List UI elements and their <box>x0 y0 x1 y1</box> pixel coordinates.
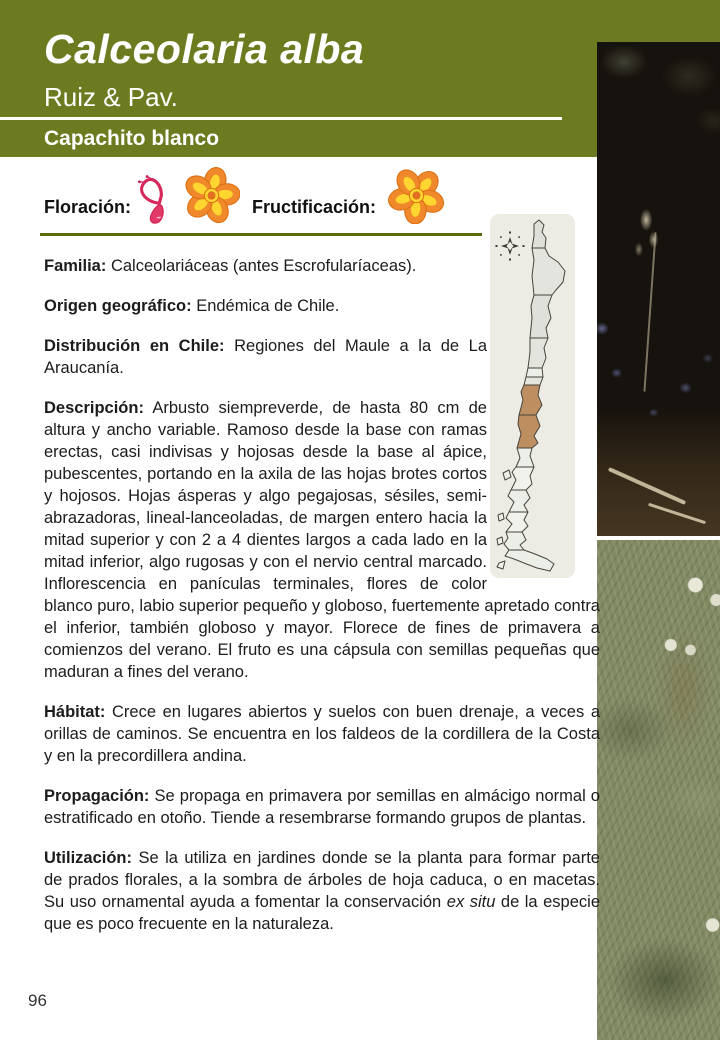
habitat-label: Hábitat: <box>44 703 106 721</box>
familia-paragraph: Familia: Calceolariáceas (antes Escrofularíaceas). <box>44 257 417 275</box>
species-title: Calceolaria alba <box>44 26 365 72</box>
origen-label: Origen geográfico: <box>44 297 192 315</box>
section-divider <box>40 233 482 236</box>
flower-icon <box>388 167 445 224</box>
phenology-row <box>44 164 484 224</box>
habitat-photo <box>597 42 720 536</box>
propagacion-paragraph: Propagación: Se propaga en primavera por semillas en almácigo normal o estratificado en otoño. Tiende a resembrarse formando grupos de plantas. <box>44 787 600 827</box>
propagacion-label: Propagación: <box>44 787 150 805</box>
distribucion-label: Distribución en Chile: <box>44 337 225 355</box>
butterfly-icon <box>135 172 183 224</box>
page-number: 96 <box>28 991 47 1010</box>
common-name: Capachito blanco <box>44 127 220 150</box>
floracion-label: Floración: <box>44 197 132 217</box>
header-divider <box>0 117 562 120</box>
fructificacion-label: Fructificación: <box>252 197 377 217</box>
ground-stick-detail <box>648 503 706 524</box>
flower-icon <box>183 167 240 224</box>
species-description-text <box>44 255 600 953</box>
utilizacion-label: Utilización: <box>44 849 133 867</box>
species-author: Ruiz & Pav. <box>44 82 178 112</box>
plant-stem-detail <box>643 232 656 392</box>
descripcion-label: Descripción: <box>44 399 144 417</box>
origen-paragraph: Origen geográfico: Endémica de Chile. <box>44 297 340 315</box>
ground-stick-detail <box>608 467 686 505</box>
familia-label: Familia: <box>44 257 107 275</box>
utilizacion-paragraph: Utilización: Se la utiliza en jardines donde se la planta para formar parte de prados florales, a la sombra de árboles de hoja caduca, o en macetas. Su uso ornamental ayuda a fomentar la conservación ex situ de la especie que es poco frecuente en la naturaleza. <box>44 849 600 933</box>
foliage-flowers-photo <box>597 540 720 1040</box>
map-text-wrap-spacer <box>487 255 600 585</box>
ex-situ-italic: ex situ <box>446 893 496 911</box>
distribucion-paragraph: Distribución en Chile: Regiones del Maule a la de La Araucanía. <box>44 337 488 377</box>
descripcion-paragraph: Descripción: Arbusto siempreverde, de hasta 80 cm de altura y ancho variable. Ramoso desde la base con ramas erectas, casi indivisas y hojosas desde la base al ápice, pubescentes, portando en la axila de las hojas brotes cortos y hojosos. Hojas ásperas y algo pegajosas, sésiles, semi-abrazadoras, lineal-lanceoladas, de margen entero hacia la mitad superior y con 2 a 4 dientes largos a cada lado en la mitad inferior, algo rugosas y con el nervio central marcado. Inflorescencia en panículas terminales, flores de color blanco puro, labio superior pequeño y globoso, fuertemente apretado contra el inferior, también globoso y mayor. Florece de fines de primavera a comienzos del verano. El fruto es una cápsula con semillas pequeñas que maduran a fines del verano. <box>44 399 600 681</box>
habitat-paragraph: Hábitat: Crece en lugares abiertos y suelos con buen drenaje, a veces a orillas de caminos. Se encuentra en los faldeos de la cordillera de la Costa y en la precordillera andina. <box>44 703 600 765</box>
